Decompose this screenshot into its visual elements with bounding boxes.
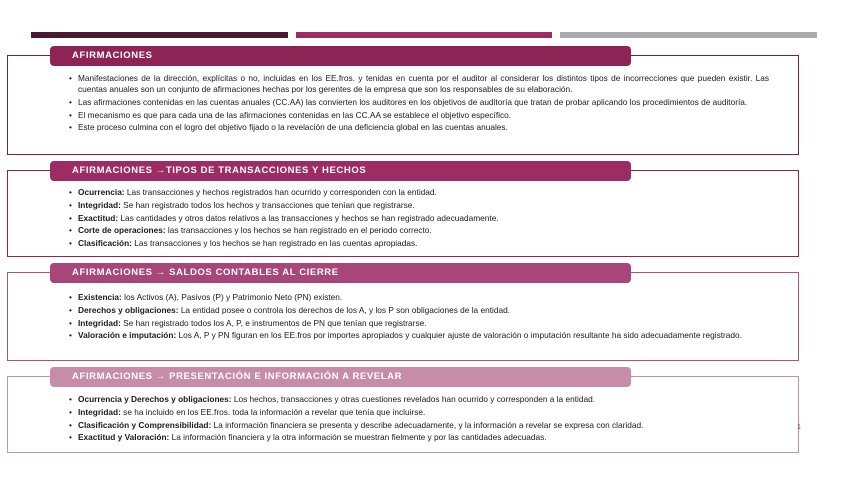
- list-item: • Ocurrencia: Las transacciones y hechos registrados han ocurrido y corresponden con la entidad.: [69, 187, 769, 198]
- list-item: • Integridad: Se han registrado todos los hechos y transacciones que tenían que registrarse.: [69, 200, 769, 211]
- list-item: • Valoración e imputación: Los A, P y PN figuran en los EE.fros por importes apropiados y cualquier ajuste de valoración o imputación resultante ha sido adecuadamente registrado.: [69, 330, 769, 341]
- list-item: • Ocurrencia y Derechos y obligaciones: Los hechos, transacciones y otras cuestiones revelados han ocurrido y corresponden a la entidad.: [69, 394, 769, 405]
- section-list: [69, 394, 769, 445]
- section-title: AFIRMACIONES →TIPOS DE TRANSACCIONES Y HECHOS: [72, 165, 367, 176]
- section-list: [69, 73, 769, 135]
- list-item: • Derechos y obligaciones: La entidad posee o controla los derechos de los A, y los P son obligaciones de la entidad.: [69, 305, 769, 316]
- top-bar-magenta: [296, 32, 552, 38]
- top-bar-grey: [560, 32, 817, 38]
- section-list: [69, 187, 769, 251]
- list-item: • Integridad: se ha incluido en los EE.fros. toda la información a revelar que tenía que incluirse.: [69, 407, 769, 418]
- list-item: • Clasificación: Las transacciones y los hechos se han registrado en las cuentas apropiadas.: [69, 238, 769, 249]
- list-item: • Manifestaciones de la dirección, explícitas o no, incluidas en los EE.fros. y tenidas en cuenta por el auditor al considerar los distintos tipos de incorrecciones que pueden existir. Las cuentas anuales son un conjunto de afirmaciones hechas por los gerentes de la empresa que son los responsables de su elaboración.: [69, 73, 769, 95]
- list-item: • Exactitud: Las cantidades y otros datos relativos a las transacciones y hechos se han registrado adecuadamente.: [69, 213, 769, 224]
- list-item: • Este proceso culmina con el logro del objetivo fijado o la revelación de una deficiencia global en las cuentas anuales.: [69, 122, 769, 133]
- list-item: • El mecanismo es que para cada una de las afirmaciones contenidas en las CC.AA se establece el objetivo específico.: [69, 110, 769, 121]
- list-item: • Integridad: Se han registrado todos los A, P, e instrumentos de PN que tenían que registrarse.: [69, 318, 769, 329]
- top-bar-dark: [31, 32, 288, 38]
- list-item: • Existencia: los Activos (A), Pasivos (P) y Patrimonio Neto (PN) existen.: [69, 292, 769, 303]
- list-item: • Corte de operaciones: las transacciones y los hechos se han registrado en el periodo correcto.: [69, 225, 769, 236]
- section-title: AFIRMACIONES → SALDOS CONTABLES AL CIERRE: [72, 267, 339, 278]
- section-title: AFIRMACIONES → PRESENTACIÓN E INFORMACIÓN A REVELAR: [72, 371, 403, 382]
- section-title: AFIRMACIONES: [72, 50, 153, 61]
- section-list: [69, 292, 769, 343]
- section-header: [50, 367, 631, 387]
- section-header: [50, 161, 631, 181]
- list-item: • Clasificación y Comprensibilidad: La información financiera se presenta y describe adecuadamente, y la información a revelar se expresa con claridad.: [69, 420, 769, 431]
- section-header: [50, 263, 631, 283]
- page-number: 1: [797, 424, 801, 431]
- list-item: • Las afirmaciones contenidas en las cuentas anuales (CC.AA) las convierten los auditores en los objetivos de auditoría que tratan de probar aplicando los procedimientos de auditoría.: [69, 97, 769, 108]
- list-item: • Exactitud y Valoración: La información financiera y la otra información se muestran fielmente y por las cantidades adecuadas.: [69, 432, 769, 443]
- section-header: [50, 46, 631, 66]
